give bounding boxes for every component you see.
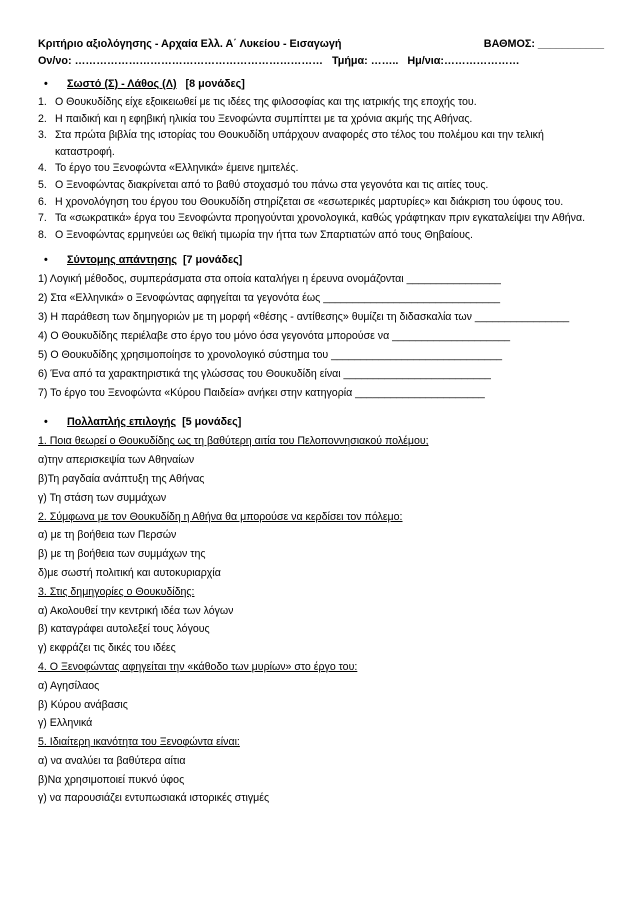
- class-field: Τμήμα: ……..: [331, 55, 399, 67]
- mc-option: α) Αγησίλαος: [38, 679, 100, 692]
- mc-question: 3. Στις δημηγορίες ο Θουκυδίδης:: [38, 585, 195, 598]
- tf-item-number: 3.: [38, 129, 47, 142]
- tf-item-text: Η χρονολόγηση του έργου του Θουκυδίδη στηρίζεται σε «εσωτερικές μαρτυρίες» και διάκριση του ύφους του.: [55, 195, 564, 208]
- tf-item-text: Το έργο του Ξενοφώντα «Ελληνικά» έμεινε ημιτελές.: [55, 162, 299, 175]
- tf-item-text: Ο Ξενοφώντας διακρίνεται από το βαθύ στοχασμό του πάνω στα γεγονότα και τις αιτίες τους.: [55, 178, 489, 191]
- mc-option: β)Τη ραγδαία ανάπτυξη της Αθήνας: [38, 472, 205, 485]
- name-field: Ον/νο: ……………………………………………………………: [38, 55, 323, 67]
- tf-item-number: 4.: [38, 162, 47, 175]
- mc-option: γ) Τη στάση των συμμάχων: [38, 491, 167, 504]
- bullet-icon: •: [44, 254, 48, 267]
- grade-field: ΒΑΘΜΟΣ: ___________: [483, 38, 604, 50]
- mc-option: β) καταγράφει αυτολεξεί τους λόγους: [38, 623, 210, 636]
- tf-item: [38, 94, 604, 111]
- mc-option: γ) να παρουσιάζει εντυπωσιακά ιστορικές στιγμές: [38, 792, 270, 805]
- short-answer-item: 4) Ο Θουκυδίδης περιέλαβε στο έργο του μόνο όσα γεγονότα μπορούσε να ____________________: [38, 330, 511, 343]
- mc-question: 2. Σύμφωνα με τον Θουκυδίδη η Αθήνα θα μπορούσε να κερδίσει τον πόλεμο:: [38, 510, 403, 523]
- tf-heading: Σωστό (Σ) - Λάθος (Λ): [67, 78, 177, 90]
- short-answer-item: 7) Το έργο του Ξενοφώντα «Κύρου Παιδεία» ανήκει στην κατηγορία ______________________: [38, 387, 485, 400]
- student-info-row: [38, 53, 604, 69]
- mc-question: 1. Ποια θεωρεί ο Θουκυδίδης ως τη βαθύτερη αιτία του Πελοποννησιακού πολέμου;: [38, 435, 429, 448]
- tf-item-number: 2.: [38, 112, 47, 125]
- short-answer-item: 3) Η παράθεση των δημηγοριών με τη μορφή «θέσης - αντίθεσης» θυμίζει τη διδασκαλία των ________________: [38, 311, 570, 324]
- short-section-title: [38, 251, 604, 270]
- worksheet: [38, 36, 604, 808]
- mc-option: α)την απερισκεψία των Αθηναίων: [38, 454, 195, 467]
- tf-item-text: Ο Θουκυδίδης είχε εξοικειωθεί με τις ιδέες της φιλοσοφίας και της ιατρικής της εποχής του.: [55, 96, 477, 108]
- mc-option: β) Κύρου ανάβασις: [38, 698, 128, 711]
- tf-item-text: Η παιδική και η εφηβική ηλικία του Ξενοφώντα συμπίπτει με τα χρόνια ακμής της Αθήνας.: [55, 112, 473, 125]
- tf-item-text: Τα «σωκρατικά» έργα του Ξενοφώντα προηγούνται χρονολογικά, καθώς γράφτηκαν πριν εγκαταλείψει την Αθήνα.: [55, 212, 586, 225]
- tf-list: [38, 94, 604, 243]
- tf-points: [8 μονάδες]: [185, 78, 245, 90]
- date-field: Ημ/νια:…………………: [407, 55, 520, 67]
- mc-option: δ)με σωστή πολιτική και αυτοκυριαρχία: [38, 566, 221, 579]
- mc-option: γ) εκφράζει τις δικές του ιδέες: [38, 642, 176, 655]
- mc-option: α) να αναλύει τα βαθύτερα αίτια: [38, 754, 186, 767]
- short-answer-item: 2) Στα «Ελληνικά» ο Ξενοφώντας αφηγείται τα γεγονότα έως ______________________________: [38, 292, 500, 305]
- short-answer-item: 6) Ένα από τα χαρακτηριστικά της γλώσσας του Θουκυδίδη είναι _________________________: [38, 368, 491, 381]
- bullet-icon: •: [44, 78, 48, 90]
- mc-points: [5 μονάδες]: [182, 416, 242, 429]
- mc-section-title: [38, 413, 604, 432]
- mc-option: β)Να χρησιμοποιεί πυκνό ύφος: [38, 773, 185, 786]
- tf-item-number: 5.: [38, 178, 47, 191]
- short-points: [7 μονάδες]: [182, 254, 243, 267]
- tf-item-number: 8.: [38, 228, 47, 241]
- mc-heading: Πολλαπλής επιλογής: [67, 416, 177, 429]
- tf-item: [38, 111, 604, 128]
- tf-item-number: 7.: [38, 212, 47, 225]
- tf-item: [38, 177, 604, 194]
- tf-item: [38, 227, 604, 244]
- mc-question: 5. Ιδιαίτερη ικανότητα του Ξενοφώντα είναι:: [38, 736, 240, 749]
- mc-option: α) με τη βοήθεια των Περσών: [38, 529, 177, 542]
- short-heading: Σύντομης απάντησης: [67, 254, 177, 267]
- mc-option: β) με τη βοήθεια των συμμάχων της: [38, 548, 206, 561]
- mc-question: 4. Ο Ξενοφώντας αφηγείται την «κάθοδο των μυρίων» στο έργο του:: [38, 660, 358, 673]
- mc-option: α) Ακολουθεί την κεντρική ιδέα των λόγων: [38, 604, 234, 617]
- tf-section-title: [38, 75, 604, 94]
- tf-item: [38, 210, 604, 227]
- bullet-icon: •: [44, 416, 48, 429]
- tf-item-text: Στα πρώτα βιβλία της ιστορίας του Θουκυδίδη υπάρχουν αναφορές στο τέλος του πολέμου και την τελική καταστροφή.: [55, 129, 544, 158]
- mc-list: [38, 432, 604, 808]
- tf-item: [38, 160, 604, 177]
- short-list: [38, 270, 604, 403]
- mc-option: γ) Ελληνικά: [38, 717, 93, 730]
- short-answer-item: 5) Ο Θουκυδίδης χρησιμοποίησε το χρονολογικό σύστημα του _____________________________: [38, 349, 503, 362]
- short-answer-item: 1) Λογική μέθοδος, συμπεράσματα στα οποία καταλήγει η έρευνα ονομάζονται ________________: [38, 273, 501, 286]
- tf-item-text: Ο Ξενοφώντας ερμηνεύει ως θεϊκή τιμωρία την ήττα των Σπαρτιατών από τους Θηβαίους.: [55, 228, 473, 241]
- tf-item: [38, 127, 604, 160]
- worksheet-title: Κριτήριο αξιολόγησης - Αρχαία Ελλ. Α΄ Λυκείου - Εισαγωγή: [38, 38, 342, 50]
- tf-item-number: 1.: [38, 96, 47, 108]
- header-row: [38, 36, 604, 53]
- tf-item: [38, 194, 604, 211]
- tf-item-number: 6.: [38, 195, 47, 208]
